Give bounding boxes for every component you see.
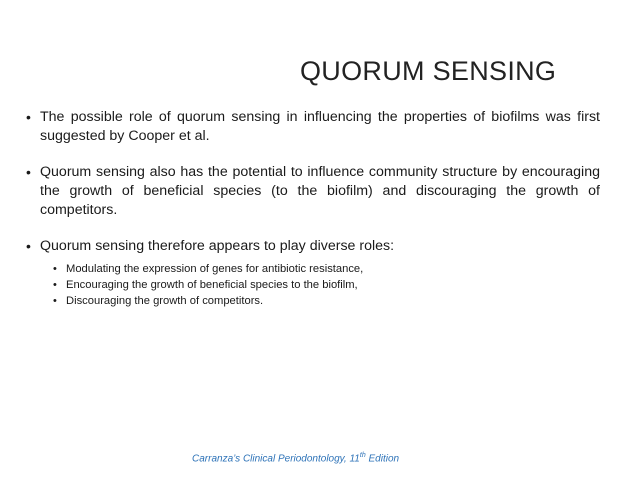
slide-title: QUORUM SENSING <box>300 56 557 86</box>
sub-bullet-item <box>26 277 600 293</box>
bullet-item <box>26 163 600 220</box>
sub-bullet-text: Encouraging the growth of beneficial species to the biofilm, <box>66 279 358 291</box>
bullet-icon: • <box>26 238 31 254</box>
bullet-text: Quorum sensing therefore appears to play diverse roles: <box>40 238 395 254</box>
sub-bullet-text: Discouraging the growth of competitors. <box>66 295 264 307</box>
sub-bullet-icon: • <box>53 279 57 291</box>
footer-citation <box>192 452 399 464</box>
sub-bullet-text: Modulating the expression of genes for antibiotic resistance, <box>66 263 364 275</box>
bullet-icon: • <box>26 109 31 125</box>
sub-bullet-list <box>26 261 600 309</box>
sub-bullet-icon: • <box>53 295 57 307</box>
bullet-list <box>26 108 600 309</box>
bullet-text: The possible role of quorum sensing in influencing the properties of biofilms was first suggested by Cooper et al. <box>40 109 600 144</box>
bullet-icon: • <box>26 164 31 180</box>
sub-bullet-item <box>26 261 600 277</box>
footer-text: Carranza’s Clinical Periodontology, 11 <box>192 453 360 465</box>
bullet-item <box>26 237 600 256</box>
bullet-text: Quorum sensing also has the potential to influence community structure by encouraging the growth of beneficial species (to the biofilm) and discouraging the growth of competitors. <box>40 164 600 218</box>
sub-bullet-item <box>26 293 600 309</box>
sub-bullet-icon: • <box>53 263 57 275</box>
footer-superscript: th <box>359 452 366 459</box>
bullet-item <box>26 108 600 146</box>
footer-suffix: Edition <box>365 453 400 465</box>
